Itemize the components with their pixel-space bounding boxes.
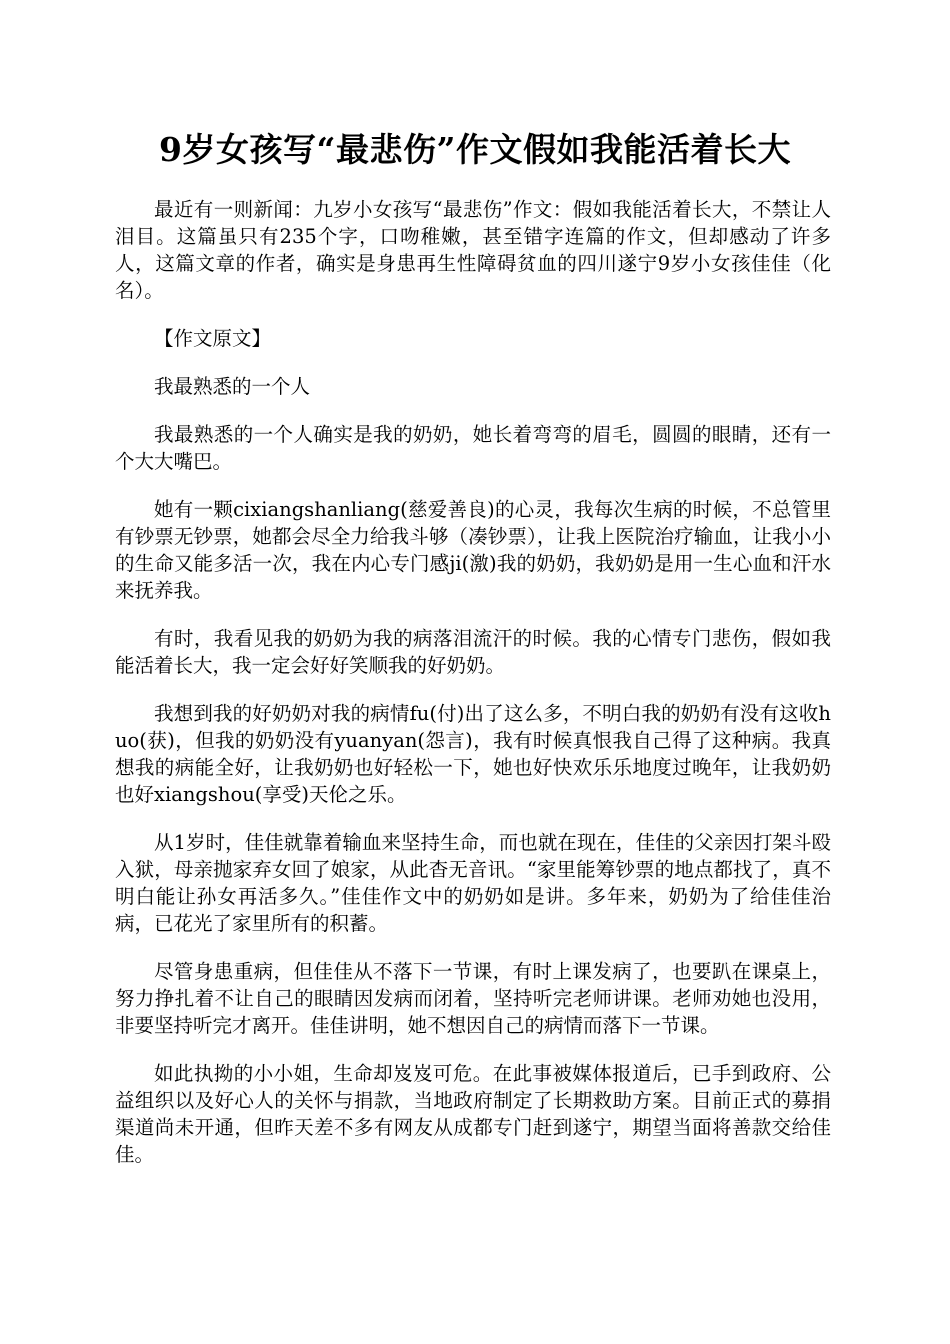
- paragraph-essay-2: 她有一颗cixiangshanliang(慈爱善良)的心灵，我每次生病的时候，不总管里有钞票无钞票，她都会尽全力给我斗够（凑钞票），让我上医院治疗输血，让我小小的生命又能多活一次，我在内心专门感ji(激)我的奶奶，我奶奶是用一生心血和汗水来抚养我。: [115, 498, 831, 602]
- paragraph-essay-4: 我想到我的好奶奶对我的病情fu(付)出了这么多，不明白我的奶奶有没有这收huo(获)，但我的奶奶没有yuanyan(怨言)，我有时候真恨我自己得了这种病。我真想我的病能全好，让我奶奶也好轻松一下，她也好快欢乐乐地度过晚年，让我奶奶也好xiangshou(享受)天伦之乐。: [115, 702, 831, 806]
- paragraph-intro: 最近有一则新闻：九岁小女孩写“最悲伤”作文：假如我能活着长大，不禁让人泪目。这篇虽只有235个字，口吻稚嫩，甚至错字连篇的作文，但却感动了许多人，这篇文章的作者，确实是身患再生性障碍贫血的四川遂宁9岁小女孩佳佳（化名）。: [115, 198, 831, 302]
- paragraph-story-1: 从1岁时，佳佳就靠着输血来坚持生命，而也就在现在，佳佳的父亲因打架斗殴入狱，母亲抛家弃女回了娘家，从此杳无音讯。“家里能筹钞票的地点都找了，真不明白能让孙女再活多久。”佳佳作文中的奶奶如是讲。多年来，奶奶为了给佳佳治病，已花光了家里所有的积蓄。: [115, 831, 831, 935]
- paragraph-essay-1: 我最熟悉的一个人确实是我的奶奶，她长着弯弯的眉毛，圆圆的眼睛，还有一个大大嘴巴。: [115, 423, 831, 473]
- document-title: 9岁女孩写“最悲伤”作文假如我能活着长大: [159, 130, 791, 169]
- paragraph-story-2: 尽管身患重病，但佳佳从不落下一节课，有时上课发病了，也要趴在课桌上，努力挣扎着不让自己的眼睛因发病而闭着，坚持听完老师讲课。老师劝她也没用，非要坚持听完才离开。佳佳讲明，她不想因自己的病情而落下一节课。: [115, 960, 831, 1037]
- paragraph-essay-title: 我最熟悉的一个人: [154, 375, 311, 398]
- paragraph-essay-3: 有时，我看见我的奶奶为我的病落泪流汗的时候。我的心情专门悲伤，假如我能活着长大，我一定会好好笑顺我的好奶奶。: [115, 627, 831, 677]
- paragraph-section-label: 【作文原文】: [154, 327, 272, 350]
- paragraph-story-3: 如此执拗的小小姐，生命却岌岌可危。在此事被媒体报道后，已手到政府、公益组织以及好心人的关怀与捐款，当地政府制定了长期救助方案。目前正式的募捐渠道尚未开通，但昨天差不多有网友从成都专门赶到遂宁，期望当面将善款交给佳佳。: [115, 1062, 831, 1166]
- document-body: [115, 196, 831, 1189]
